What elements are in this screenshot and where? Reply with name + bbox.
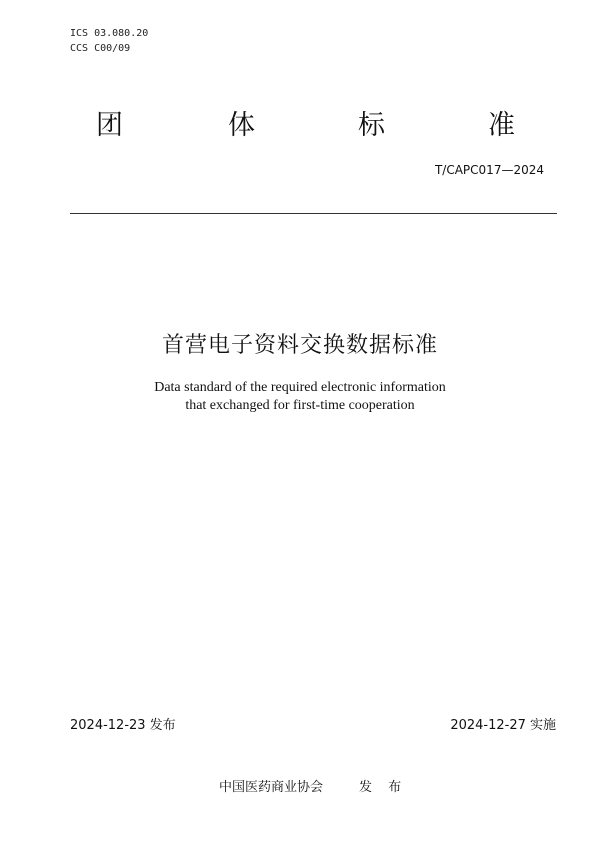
- standard-number: T/CAPC017—2024: [434, 163, 544, 177]
- publish-date: 2024-12-23 发布: [70, 718, 176, 733]
- doc-type-char-3: 标: [358, 110, 385, 141]
- issuing-organization: 中国医药商业协会: [219, 780, 324, 795]
- title-english-line-2: that exchanged for first-time cooperation: [185, 398, 415, 413]
- header-divider: [70, 213, 557, 214]
- implement-date: 2024-12-27 实施: [450, 718, 556, 733]
- title-chinese: 首营电子资料交换数据标准: [161, 333, 438, 358]
- ics-code: ICS 03.080.20: [70, 28, 149, 39]
- doc-type-char-4: 准: [488, 110, 515, 141]
- doc-type-char-1: 团: [96, 110, 123, 141]
- ccs-code: CCS C00/09: [70, 43, 131, 54]
- doc-type-char-2: 体: [228, 110, 255, 141]
- title-english-line-1: Data standard of the required electronic information: [154, 380, 446, 395]
- issuer-action: 发 布: [359, 780, 408, 795]
